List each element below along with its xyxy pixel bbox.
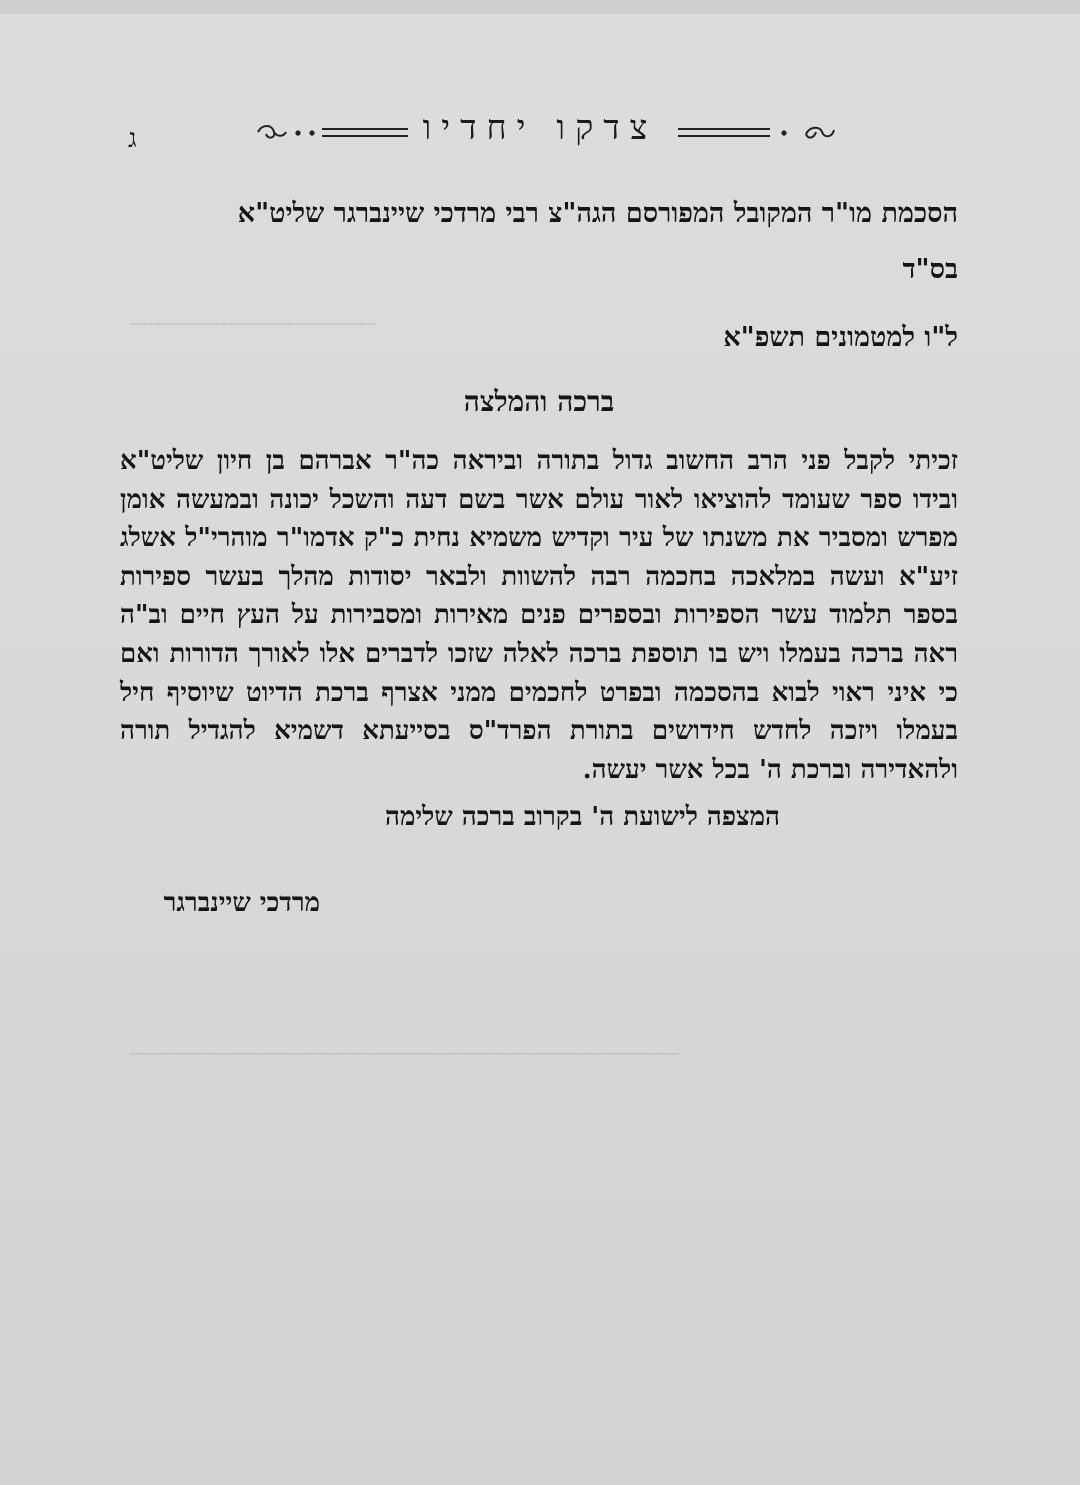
page-number: ג: [128, 124, 137, 154]
running-header-title: צדקו יחדיו: [422, 108, 658, 148]
letter-date: ל"ו למטמונים תשפ"א: [723, 322, 958, 353]
show-through-text: ──────────────────────────────────────: [130, 1040, 680, 1068]
letter-body: זכיתי לקבל פני הרב החשוב גדול בתורה וביראה כה"ר אברהם בן חיון שליט"א ובידו ספר שעומד להוציאו לאור עולם אשר בשם דעה והשכל יכונה ובמעשה אומן מפרש ומסביר את משנתו של עיר וקדיש משמיא נחית כ"ק אדמו"ר מוהרי"ל אשלג זיע"א ועשה במלאכה בחכמה רבה להשוות ולבאר יסודות מהלך בעשר ספירות בספר תלמוד עשר הספירות ובספרים פנים מאירות ומסבירות על העץ חיים וב"ה ראה ברכה בעמלו ויש בו תוספת ברכה לאלה שזכו לדברים אלו לאורך הדורות ואם כי איני ראוי לבוא בהסכמה ובפרט לחכמים ממני אצרף ברכת הדיוט שיוסיף חיל בעמלו ויזכה לחדש חידושים בתורת הפרד"ס בסייעתא דשמיא להגדיל תורה ולהאדירה וברכת ה' בכל אשר יעשה.: [120, 446, 958, 785]
blessing-title: ברכה והמלצה: [463, 385, 615, 418]
running-header: [0, 108, 1080, 158]
signature: מרדכי שיינברגר: [163, 888, 320, 918]
approbation-letter: [120, 196, 958, 835]
bs-marker: בס"ד: [902, 254, 958, 285]
page-top-edge: [0, 0, 1080, 14]
closing-line: המצפה לישועת ה' בקרוב ברכה שלימה: [385, 802, 780, 833]
letter-heading: הסכמת מו"ר המקובל המפורסם הגה"צ רבי מרדכי שיינברגר שליט"א: [237, 198, 958, 229]
show-through-text: ─────────────────: [130, 310, 376, 338]
